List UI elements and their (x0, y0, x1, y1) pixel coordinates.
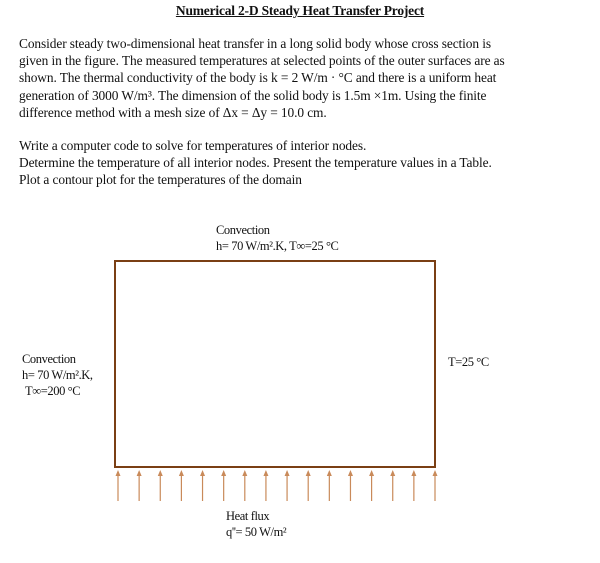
heat-flux-arrow-icon (411, 470, 416, 501)
heat-flux-arrow-icon (369, 470, 374, 501)
label-line: q''= 50 W/m² (226, 525, 287, 539)
text-line: Consider steady two-dimensional heat transfer in a long solid body whose cross section is (19, 36, 491, 51)
heat-flux-arrow-icon (242, 470, 247, 501)
text-line: difference method with a mesh size of Δx = Δy = 10.0 cm. (19, 104, 327, 120)
page-title: Numerical 2-D Steady Heat Transfer Project (175, 3, 425, 18)
text-line: given in the figure. The measured temperatures at selected points of the outer surfaces are as (19, 53, 505, 69)
heat-flux-arrow-icon (327, 470, 332, 501)
heat-flux-arrow-icon (221, 470, 226, 501)
right-boundary-label: T=25 °C (448, 355, 489, 369)
text-line: Determine the temperature of all interior nodes. Present the temperature values in a Table. (19, 155, 492, 171)
text-line: generation of 3000 W/m³. The dimension of the solid body is 1.5m ×1m. Using the finite (19, 87, 487, 103)
label-line: T∞=200 °C (25, 384, 81, 398)
label-line: Convection (22, 352, 76, 366)
heat-flux-arrow-icon (285, 470, 290, 501)
heat-flux-arrow-icon (200, 470, 205, 501)
text-line: shown. The thermal conductivity of the body is k = 2 W/m · °C and there is a uniform heat (19, 70, 497, 86)
heat-flux-arrow-icon (390, 470, 395, 501)
label-line: Convection (216, 223, 270, 237)
heat-flux-arrow-icon (263, 470, 268, 501)
label-line: h= 70 W/m².K, (22, 368, 93, 382)
label-line: h= 70 W/m².K, T∞=25 °C (216, 239, 339, 253)
text-line: Plot a contour plot for the temperatures of the domain (19, 172, 302, 188)
label-line: Heat flux (226, 509, 270, 523)
heat-flux-arrow-icon (433, 470, 438, 501)
heat-flux-arrow-icon (158, 470, 163, 501)
heat-flux-arrow-icon (137, 470, 142, 501)
heat-flux-arrow-icon (179, 470, 184, 501)
heat-flux-arrow-icon (306, 470, 311, 501)
heat-flux-arrow-icon (116, 470, 121, 501)
heat-flux-arrow-icon (348, 470, 353, 501)
text-line: Write a computer code to solve for temperatures of interior nodes. (19, 138, 367, 153)
